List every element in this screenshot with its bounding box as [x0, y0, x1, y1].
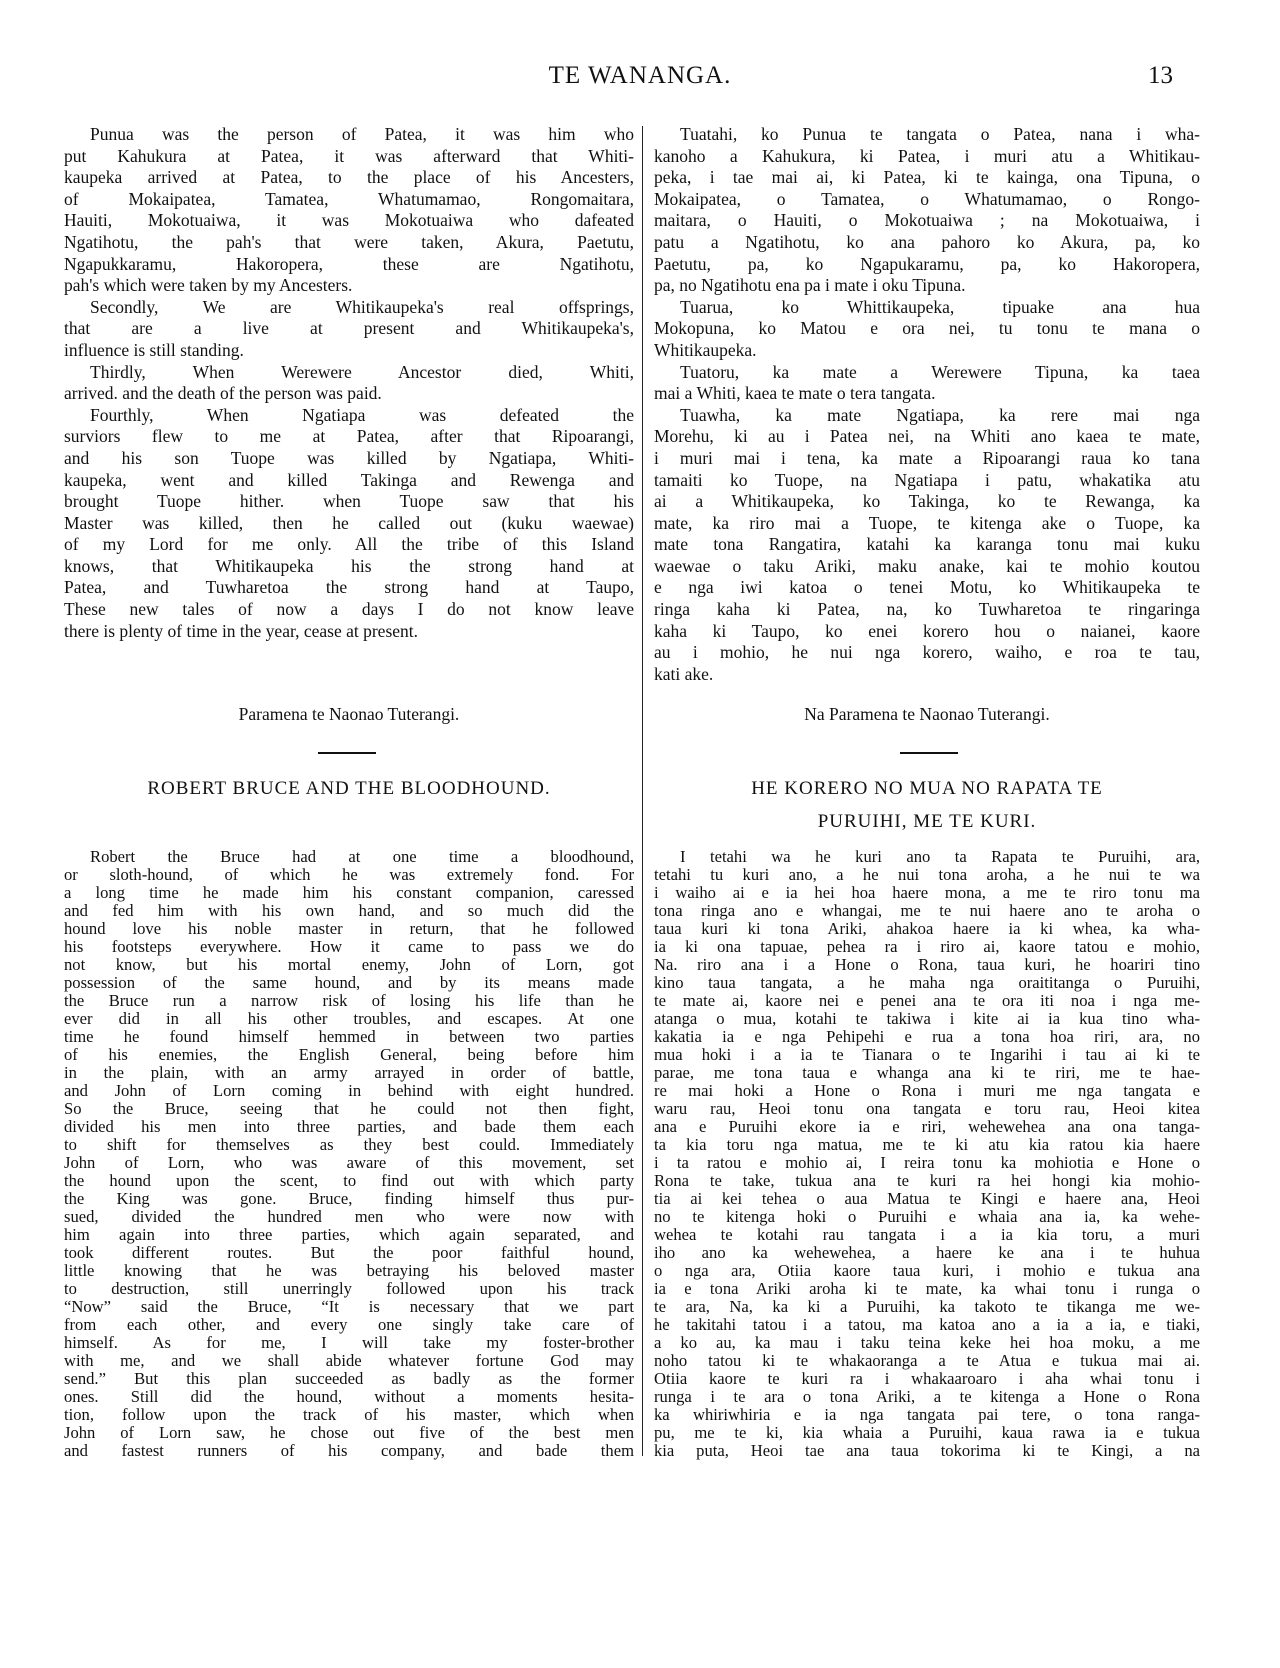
text-line: influence is still standing. — [64, 339, 244, 360]
text-line: Hauiti, Mokotuaiwa, it was Mokotuaiwa who dafeated — [64, 210, 634, 231]
text-line: mate, ka riro mai a Tuope, te kitenga ake o Tuope, ka — [654, 512, 1200, 533]
text-line: I tetahi wa he kuri ano ta Rapata te Puruihi, ara, — [680, 848, 1200, 866]
text-line: of Mokaipatea, Tamatea, Whatumamao, Rongomaitara, — [64, 188, 634, 209]
signature-maori: Na Paramena te Naonao Tuterangi. — [804, 704, 1050, 724]
text-line: from each other, and every one singly take care of — [64, 1316, 634, 1334]
text-line: i waiho ai e ia hei hoa haere mona, a me te riro tonu ma — [654, 884, 1200, 902]
text-line: sued, divided the hundred men who were now with — [64, 1208, 634, 1226]
text-line: runga i te ara o tona Ariki, a te kitenga a Hone o Rona — [654, 1388, 1200, 1406]
text-line: ones. Still did the hound, without a moments hesita- — [64, 1388, 634, 1406]
text-line: or sloth-hound, of which he was extremely fond. For — [64, 866, 634, 884]
section-rule-left — [318, 752, 376, 754]
text-line: and fastest runners of his company, and bade them — [64, 1442, 634, 1460]
text-line: parae, me tona taua e whanga ana ki te riri, me te hae- — [654, 1064, 1200, 1082]
text-line: atanga o mua, kotahi te takiwa i kite ai ia kua tino wha- — [654, 1010, 1200, 1028]
text-line: of his enemies, the English General, being before him — [64, 1046, 634, 1064]
article-robert-bruce-body — [64, 848, 634, 1460]
text-line: ana e Puruihi ekore ia e riri, wehewehea ana ona tanga- — [654, 1118, 1200, 1136]
text-line: kati ake. — [654, 663, 714, 684]
text-line: kakatia ia e nga Pehipehi e rua a tona hoa riri, ara, no — [654, 1028, 1200, 1046]
text-line: Secondly, We are Whitikaupeka's real offsprings, — [90, 296, 634, 317]
text-line: with me, and we shall abide whatever fortune God may — [64, 1352, 634, 1370]
text-line: e nga iwi katoa o tenei Motu, ko Whitikaupeka te — [654, 577, 1200, 598]
text-line: Paetutu, pa, ko Ngapukaramu, pa, ko Hakoropera, — [654, 253, 1200, 274]
text-line: waewae o taku Ariki, maku anake, kai te mohio koutou — [654, 555, 1200, 576]
text-line: Mokopuna, ko Matou e ora nei, tu tonu te mana o — [654, 318, 1200, 339]
text-line: ia ki ona tapuae, pehea ra i riro ai, kaore tatou e mohio, — [654, 938, 1200, 956]
text-line: tamaiti ko Tuope, na Ngatiapa i patu, whakatika atu — [654, 469, 1200, 490]
text-line: Morehu, ki au i Patea nei, na Whiti ano kaea te mate, — [654, 426, 1200, 447]
text-line: a long time he made him his constant companion, caressed — [64, 884, 634, 902]
text-line: Thirdly, When Werewere Ancestor died, Whiti, — [90, 361, 634, 382]
text-line: Tuawha, ka mate Ngatiapa, ka rere mai nga — [680, 404, 1200, 425]
text-line: time he found himself hemmed in between two parties — [64, 1028, 634, 1046]
text-line: himself. As for me, I will take my foster-brother — [64, 1334, 634, 1352]
text-line: tetahi tu kuri ano, a he nui tona aroha, a he nui te wa — [654, 866, 1200, 884]
text-line: “Now” said the Bruce, “It is necessary that we part — [64, 1298, 634, 1316]
text-line: Tuatoru, ka mate a Werewere Tipuna, ka taea — [680, 361, 1200, 382]
text-line: hound love his noble master in return, that he followed — [64, 920, 634, 938]
text-line: re mai hoki a Hone o Rona i muri me nga tangata e — [654, 1082, 1200, 1100]
text-line: ka whiriwhiria e ia nga tangata pai tere, o tona ranga- — [654, 1406, 1200, 1424]
text-line: noho tatou ki te whakaoranga a te Atua e tukua mai ai. — [654, 1352, 1200, 1370]
text-line: mua hoki i a ia te Tianara o te Ingarihi i tau ai ki te — [654, 1046, 1200, 1064]
text-line: Punua was the person of Patea, it was him who — [90, 124, 634, 144]
article-maori-letter — [654, 124, 1200, 685]
heading-rapata-line2: PURUIHI, ME TE KURI. — [817, 811, 1037, 832]
text-line: peka, i tae mai ai, ki Patea, ki te kainga, ona Tipuna, o — [654, 167, 1200, 188]
text-line: in the plain, with an army arrayed in order of battle, — [64, 1064, 634, 1082]
text-line: him again into three parties, which again separated, and — [64, 1226, 634, 1244]
text-line: to destruction, still unerringly followed upon his track — [64, 1280, 634, 1298]
text-line: patu a Ngatihotu, ko ana pahoro ko Akura, pa, ko — [654, 231, 1200, 252]
text-line: waru rau, Heoi tonu ona tangata e toru rau, Heoi kitea — [654, 1100, 1200, 1118]
text-line: tia ai kei tehea o aua Matua te Kingi e haere ana, Heoi — [654, 1190, 1200, 1208]
text-line: a ko au, ka mau i taku teina keke hei hoa moku, a me — [654, 1334, 1200, 1352]
text-line: ia e tona Ariki aroha ki te mate, ka whai tonu i runga o — [654, 1280, 1200, 1298]
text-line: te ara, Na, ka ki a Puruihi, ka takoto te tikanga me we- — [654, 1298, 1200, 1316]
text-line: Na. riro ana i a Hone o Rona, taua kuri, he hoariri tino — [654, 956, 1200, 974]
text-line: no te kitenga hoki o Puruihi e whaia ana ia, ka wehe- — [654, 1208, 1200, 1226]
text-line: kaha ki Taupo, ko enei korero hou o naianei, kaore — [654, 620, 1200, 641]
text-line: These new tales of now a days I do not know leave — [64, 599, 634, 620]
text-line: ringa kaha ki Patea, na, ko Tuwharetoa te ringaringa — [654, 599, 1200, 620]
text-line: Master was killed, then he called out (kuku waewae) — [64, 512, 634, 533]
text-line: Fourthly, When Ngatiapa was defeated the — [90, 404, 634, 425]
text-line: maitara, o Hauiti, o Mokotuaiwa ; na Mokotuaiwa, i — [654, 210, 1200, 231]
section-rule-right — [900, 752, 958, 754]
text-line: wehea te kotahi rau tangata i a ia kia toru, a muri — [654, 1226, 1200, 1244]
text-line: kaupeka arrived at Patea, to the place of his Ancesters, — [64, 167, 634, 188]
text-line: ever did in all his other troubles, and escapes. At one — [64, 1010, 634, 1028]
text-line: iho ano ka wehewehea, a haere ke ana i te huhua — [654, 1244, 1200, 1262]
text-line: not know, but his mortal enemy, John of Lorn, got — [64, 956, 634, 974]
text-line: little knowing that he was betraying his beloved master — [64, 1262, 634, 1280]
text-line: tona ringa ano e whangai, me te nui haere ano te aroha o — [654, 902, 1200, 920]
text-line: Robert the Bruce had at one time a bloodhound, — [90, 848, 634, 866]
text-line: that are a live at present and Whitikaupeka's, — [64, 318, 634, 339]
text-line: the hound upon the scent, to find out with which party — [64, 1172, 634, 1190]
text-line: Mokaipatea, o Tamatea, o Whatumamao, o Rongo- — [654, 188, 1200, 209]
article-english-letter — [64, 124, 634, 642]
text-line: his footsteps everywhere. How it came to pass we do — [64, 938, 634, 956]
text-line: pu, me te ki, kia whaia a Puruihi, kaua rawa ia e tukua — [654, 1424, 1200, 1442]
text-line: kia puta, Heoi tae ana taua tokorima ki te Kingi, a na — [654, 1442, 1200, 1460]
text-line: Patea, and Tuwharetoa the strong hand at Taupo, — [64, 577, 634, 598]
text-line: and his son Tuope was killed by Ngatiapa, Whiti- — [64, 447, 634, 468]
text-line: Ngatihotu, the pah's that were taken, Akura, Paetutu, — [64, 231, 634, 252]
text-line: he takitahi tatou i a tatou, ma katoa ano a ia a ia, e tiaki, — [654, 1316, 1200, 1334]
text-line: tion, follow upon the track of his master, which when — [64, 1406, 634, 1424]
text-line: i muri mai i tena, ka mate a Ripoarangi raua ko tana — [654, 447, 1200, 468]
signature-english: Paramena te Naonao Tuterangi. — [238, 704, 460, 724]
text-line: John of Lorn saw, he chose out five of the best men — [64, 1424, 634, 1442]
text-line: Whitikaupeka. — [654, 339, 757, 360]
text-line: kanoho a Kahukura, ki Patea, i muri atu a Whitikau- — [654, 145, 1200, 166]
text-line: ai a Whitikaupeka, ko Takinga, ko te Rewanga, ka — [654, 491, 1200, 512]
text-line: of my Lord for me only. All the tribe of this Island — [64, 534, 634, 555]
text-line: kaupeka, went and killed Takinga and Rewenga and — [64, 469, 634, 490]
text-line: So the Bruce, seeing that he could not then fight, — [64, 1100, 634, 1118]
text-line: the Bruce run a narrow risk of losing his life than he — [64, 992, 634, 1010]
text-line: took different routes. But the poor faithful hound, — [64, 1244, 634, 1262]
text-line: Tuatahi, ko Punua te tangata o Patea, nana i wha- — [680, 124, 1200, 144]
text-line: Ngapukkaramu, Hakoropera, these are Ngatihotu, — [64, 253, 634, 274]
column-divider — [642, 126, 643, 1456]
heading-rapata-line1: HE KORERO NO MUA NO RAPATA TE — [751, 778, 1103, 799]
text-line: divided his men into three parties, and bade them each — [64, 1118, 634, 1136]
text-line: and John of Lorn coming in behind with eight hundred. — [64, 1082, 634, 1100]
text-line: John of Lorn, who was aware of this movement, set — [64, 1154, 634, 1172]
text-line: pa, no Ngatihotu ena pa i mate i oku Tipuna. — [654, 275, 966, 296]
text-line: pah's which were taken by my Ancesters. — [64, 275, 353, 296]
text-line: mate tona Rangatira, katahi ka karanga tonu mai kuku — [654, 534, 1200, 555]
text-line: Tuarua, ko Whittikaupeka, tipuake ana hua — [680, 296, 1200, 317]
text-line: surviors flew to me at Patea, after that Ripoarangi, — [64, 426, 634, 447]
text-line: o nga ara, Otiia kaore taua kuri, i mohio e tukua ana — [654, 1262, 1200, 1280]
text-line: possession of the same hound, and by its means made — [64, 974, 634, 992]
text-line: and fed him with his own hand, and so much did the — [64, 902, 634, 920]
text-line: taua kuri ki tona Ariki, ahakoa haere ia ki whea, ka wha- — [654, 920, 1200, 938]
text-line: arrived. and the death of the person was paid. — [64, 383, 382, 404]
text-line: the King was gone. Bruce, finding himself thus pur- — [64, 1190, 634, 1208]
text-line: there is plenty of time in the year, cease at present. — [64, 620, 419, 641]
text-line: put Kahukura at Patea, it was afterward that Whiti- — [64, 145, 634, 166]
text-line: i ta ratou e mohio ai, I reira tonu ka mohiotia e Hone o — [654, 1154, 1200, 1172]
text-line: Rona te take, tukua ana te kuri ra hei hongi kia mohio- — [654, 1172, 1200, 1190]
text-line: to shift for themselves as they best could. Immediately — [64, 1136, 634, 1154]
text-line: kino taua tangata, a he maha nga oraititanga o Puruihi, — [654, 974, 1200, 992]
article-rapata-body — [654, 848, 1200, 1460]
text-line: ta kia toru nga matua, me te ki atu kia ratou kia haere — [654, 1136, 1200, 1154]
text-line: Otiia kaore te kuri ra i whakaaroaro i aha whai tonu i — [654, 1370, 1200, 1388]
page-number: 13 — [1148, 62, 1173, 89]
heading-robert-bruce: ROBERT BRUCE AND THE BLOODHOUND. — [147, 778, 551, 799]
page-header-title: TE WANANGA. — [548, 62, 732, 89]
text-line: send.” But this plan succeeded as badly as the former — [64, 1370, 634, 1388]
text-line: brought Tuope hither. when Tuope saw that his — [64, 491, 634, 512]
text-line: knows, that Whitikaupeka his the strong hand at — [64, 555, 634, 576]
text-line: te mate ai, kaore nei e penei ana te ora iti noa i nga me- — [654, 992, 1200, 1010]
text-line: mai a Whiti, kaea te mate o tera tangata. — [654, 383, 936, 404]
text-line: au i mohio, he nui nga korero, waiho, e roa te tau, — [654, 642, 1200, 663]
